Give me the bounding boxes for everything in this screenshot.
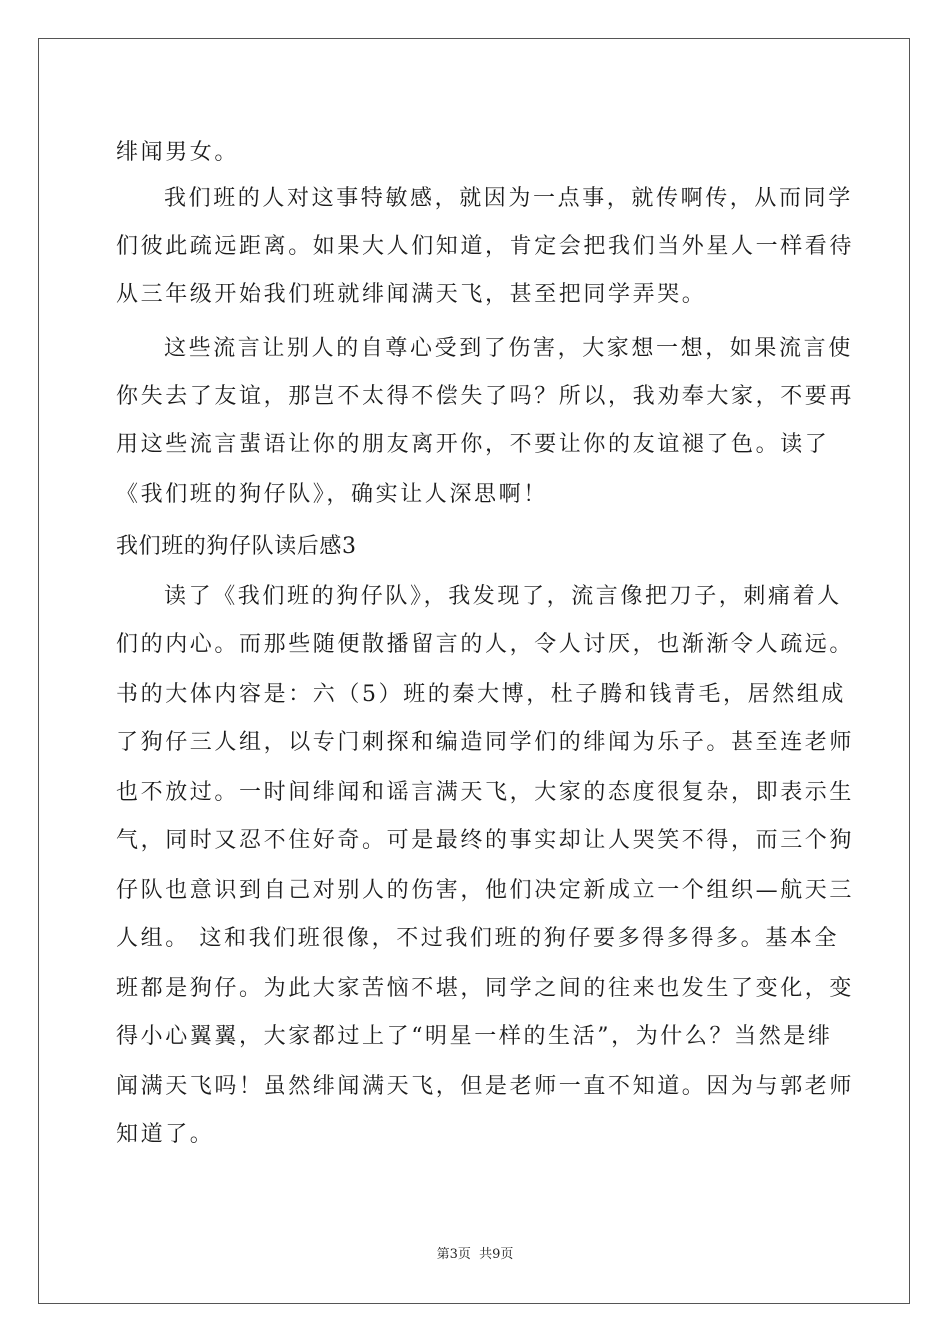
text-line: 知道了。 <box>116 1122 215 1147</box>
text-line: 们彼此疏远距离。如果大人们知道，肯定会把我们当外星人一样看待 <box>116 234 855 259</box>
text-line: 们的内心。而那些随便散播留言的人，令人讨厌，也渐渐令人疏远。 <box>116 632 855 657</box>
text-line: 《我们班的狗仔队》，确实让人深思啊！ <box>116 482 548 507</box>
paragraph-first-line: 我们班的人对这事特敏感，就因为一点事，就传啊传，从而同学 <box>164 186 853 211</box>
paragraph-first-line: 这些流言让别人的自尊心受到了伤害，大家想一想，如果流言使 <box>164 336 853 361</box>
page-footer <box>0 1246 950 1264</box>
text-line: 人组。 这和我们班很像，不过我们班的狗仔要多得多得多。基本全 <box>116 926 839 951</box>
page-number: 第3页 <box>436 1247 471 1262</box>
paragraph-first-line: 读了《我们班的狗仔队》，我发现了，流言像把刀子，刺痛着人 <box>164 584 842 609</box>
section-heading: 我们班的狗仔队读后感3 <box>116 534 357 559</box>
text-line: 仔队也意识到自己对别人的伤害，他们决定新成立一个组织—航天三 <box>116 878 855 903</box>
text-line: 得小心翼翼，大家都过上了“明星一样的生活”，为什么？当然是绯 <box>116 1024 833 1049</box>
text-line: 闻满天飞吗！虽然绯闻满天飞，但是老师一直不知道。因为与郭老师 <box>116 1074 855 1099</box>
text-line: 气，同时又忍不住好奇。可是最终的事实却让人哭笑不得，而三个狗 <box>116 828 855 853</box>
text-line: 了狗仔三人组，以专门刺探和编造同学们的绯闻为乐子。甚至连老师 <box>116 730 855 755</box>
text-line: 也不放过。一时间绯闻和谣言满天飞，大家的态度很复杂，即表示生 <box>116 780 855 805</box>
text-line: 班都是狗仔。为此大家苦恼不堪，同学之间的往来也发生了变化，变 <box>116 976 855 1001</box>
text-line: 书的大体内容是：六（5）班的秦大博，杜子腾和钱青毛，居然组成 <box>116 682 846 707</box>
text-line: 从三年级开始我们班就绯闻满天飞，甚至把同学弄哭。 <box>116 282 707 307</box>
page-total: 共9页 <box>479 1247 514 1262</box>
text-line: 绯闻男女。 <box>116 140 240 165</box>
page-border <box>38 38 910 1304</box>
text-line: 用这些流言蜚语让你的朋友离开你，不要让你的友谊褪了色。读了 <box>116 432 830 457</box>
text-line: 你失去了友谊，那岂不太得不偿失了吗？所以，我劝奉大家，不要再 <box>116 384 855 409</box>
